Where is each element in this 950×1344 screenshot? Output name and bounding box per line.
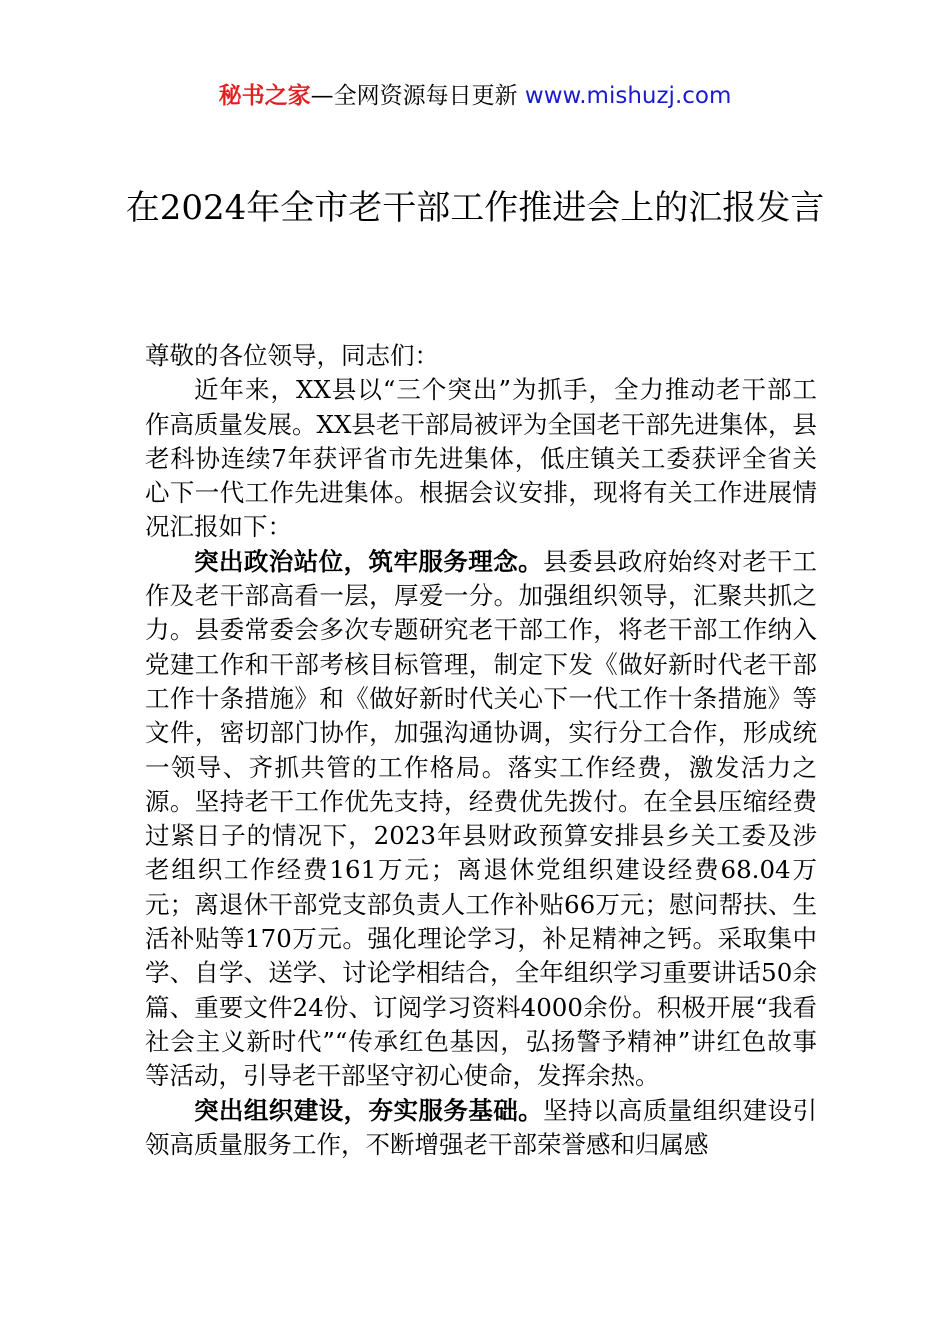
section-1-paragraph (145, 545, 817, 1094)
section-2-paragraph (145, 1094, 817, 1163)
section-2-body: 坚持以高质量组织建设引领高质量服务工作，不断增强老干部荣誉感和归属感 (145, 1095, 817, 1159)
intro-paragraph: 近年来，XX县以“三个突出”为抓手，全力推动老干部工作高质量发展。XX县老干部局被评为全国老干部先进集体，县老科协连续7年获评省市先进集体，低庄镇关工委获评全省关心下一代工作先进集体。根据会议安排，现将有关工作进展情况汇报如下： (145, 375, 817, 542)
brand-name: 秘书之家 (218, 83, 311, 109)
site-header (0, 80, 950, 112)
header-tagline: —全网资源每日更新 (310, 83, 518, 109)
site-link[interactable]: www.mishuzj.com (524, 83, 732, 109)
document-body (145, 339, 817, 1162)
salutation: 尊敬的各位领导，同志们： (145, 341, 439, 370)
section-1-heading: 突出政治站位，筑牢服务理念。 (194, 546, 544, 576)
section-2-heading: 突出组织建设，夯实服务基础。 (194, 1095, 544, 1125)
section-1-body: 县委县政府始终对老干工作及老干部高看一层，厚爱一分。加强组织领导，汇聚共抓之力。县委常委会多次专题研究老干部工作，将老干部工作纳入党建工作和干部考核目标管理，制定下发《做好新时代老干部工作十条措施》和《做好新时代关心下一代工作十条措施》等文件，密切部门协作，加强沟通协调，实行分工合作，形成统一领导、齐抓共管的工作格局。落实工作经费，激发活力之源。坚持老干工作优先支持，经费优先拨付。在全县压缩经费过紧日子的情况下，2023年县财政预算安排县乡关工委及涉老组织工作经费161万元；离退休党组织建设经费68.04万元；离退休干部党支部负责人工作补贴66万元；慰问帮扶、生活补贴等170万元。强化理论学习，补足精神之钙。采取集中学、自学、送学、讨论学相结合，全年组织学习重要讲话50余篇、重要文件24份、订阅学习资料4000余份。积极开展“我看社会主义新时代”“传承红色基因，弘扬警予精神”讲红色故事等活动，引导老干部坚守初心使命，发挥余热。 (145, 546, 817, 1091)
document-title: 在2024年全市老干部工作推进会上的汇报发言 (125, 188, 825, 228)
